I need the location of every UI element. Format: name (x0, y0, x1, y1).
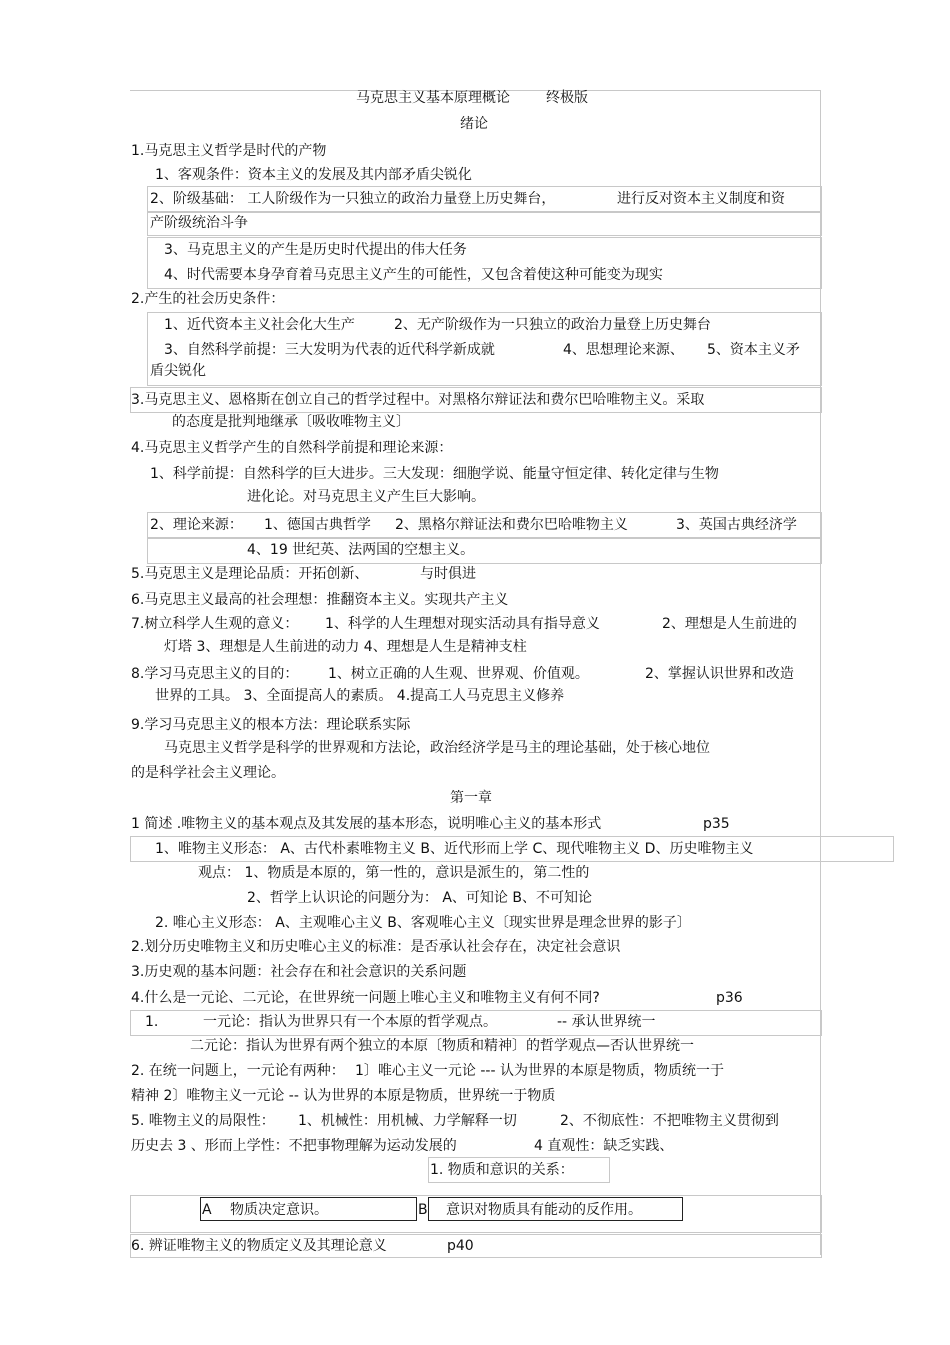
q5-2: 2、不彻底性：不把唯物主义贯彻到 (560, 1113, 779, 1129)
row-box-class-struggle (147, 212, 822, 236)
item-3: 3.马克思主义、恩格斯在创立自己的哲学过程中。对黑格尔辩证法和费尔巴哈唯物主义。采取 (131, 392, 705, 408)
intro-heading: 绪论 (460, 116, 488, 132)
page-title: 马克思主义基本原理概论 (356, 90, 510, 106)
item-4-1-wrap: 进化论。对马克思主义产生巨大影响。 (247, 489, 485, 505)
q1: 1 简述 .唯物主义的基本观点及其发展的基本形态，说明唯心主义的基本形式 (131, 816, 602, 832)
box-b-letter: B (418, 1202, 428, 1218)
item-7: 7.树立科学人生观的意义： (131, 616, 299, 632)
item-7-wrap: 灯塔 3、理想是人生前进的动力 4、理想是人生是精神支柱 (164, 639, 527, 655)
q2: 2.划分历史唯物主义和历史唯心主义的标准：是否承认社会存在，决定社会意识 (131, 939, 621, 955)
chapter-heading: 第一章 (450, 790, 492, 806)
item-7-2: 2、理想是人生前进的 (662, 616, 797, 632)
box-a-letter: A (202, 1202, 212, 1218)
item-2-5: 5、资本主义矛 (707, 342, 800, 358)
item-4-2-a: 1、德国古典哲学 (264, 517, 371, 533)
item-1-2: 2、阶级基础： 工人阶级作为一只独立的政治力量登上历史舞台， (150, 191, 556, 207)
q6-page: p40 (447, 1238, 474, 1254)
q5-4: 4 直观性：缺乏实践、 (534, 1138, 674, 1154)
item-8-wrap: 世界的工具。 3、全面提高人的素质。 4.提高工人马克思主义修养 (155, 688, 565, 704)
box-b-text: 意识对物质具有能动的反作用。 (446, 1202, 642, 1218)
item-5-cont: 与时俱进 (420, 566, 476, 582)
item-9-para: 马克思主义哲学是科学的世界观和方法论，政治经济学是马主的理论基础，处于核心地位 (164, 740, 710, 756)
item-2: 2.产生的社会历史条件： (131, 291, 285, 307)
item-9: 9.学习马克思主义的根本方法：理论联系实际 (131, 717, 411, 733)
q1-epistemology: 2、哲学上认识论的问题分为： A、可知论 B、不可知论 (247, 890, 592, 906)
item-1-2-wrap: 产阶级统治斗争 (150, 215, 248, 231)
q1-page: p35 (703, 816, 730, 832)
item-3-wrap: 的态度是批判地继承〔吸收唯物主义〕 (172, 414, 410, 430)
item-8-2: 2、掌握认识世界和改造 (645, 666, 794, 682)
matter-consciousness: 1. 物质和意识的关系： (430, 1162, 574, 1178)
item-4-2-label: 2、理论来源： (150, 517, 243, 533)
item-6: 6.马克思主义最高的社会理想：推翻资本主义。实现共产主义 (131, 592, 509, 608)
q1-views: 观点： 1、物质是本原的，第一性的，意识是派生的，第二性的 (198, 865, 590, 881)
q4-1-num: 1. (145, 1014, 159, 1030)
q5-1: 1、机械性：用机械、力学解释一切 (298, 1113, 517, 1129)
item-1-3: 3、马克思主义的产生是历史时代提出的伟大任务 (164, 242, 467, 258)
item-7-1: 1、科学的人生理想对现实活动具有指导意义 (325, 616, 600, 632)
item-2-3: 3、自然科学前提：三大发明为代表的近代科学新成就 (164, 342, 495, 358)
q4-2-1: 1〕唯心主义一元论 --- 认为世界的本原是物质，物质统一于 (355, 1063, 724, 1079)
item-9-para-wrap: 的是科学社会主义理论。 (131, 765, 285, 781)
item-8-1: 1、树立正确的人生观、世界观、价值观。 (328, 666, 589, 682)
q4: 4.什么是一元论、二元论，在世界统一问题上唯心主义和唯物主义有何不同? (131, 990, 600, 1006)
item-4-2-b: 2、黑格尔辩证法和费尔巴哈唯物主义 (395, 517, 628, 533)
item-1-1: 1、客观条件：资本主义的发展及其内部矛盾尖锐化 (155, 167, 472, 183)
item-5: 5.马克思主义是理论品质：开拓创新、 (131, 566, 369, 582)
q4-dualism: 二元论：指认为世界有两个独立的本原〔物质和精神〕的哲学观点—否认世界统一 (190, 1038, 694, 1054)
item-2-2: 2、无产阶级作为一只独立的政治力量登上历史舞台 (394, 317, 711, 333)
q1-forms: 1、唯物主义形态： A、古代朴素唯物主义 B、近代形而上学 C、现代唯物主义 D、历史唯物主义 (155, 841, 754, 857)
item-4-2-d: 4、19 世纪英、法两国的空想主义。 (247, 542, 475, 558)
item-1: 1.马克思主义哲学是时代的产物 (131, 143, 327, 159)
q4-1: 一元论：指认为世界只有一个本原的哲学观点。 (203, 1014, 497, 1030)
item-4: 4.马克思主义哲学产生的自然科学前提和理论来源： (131, 440, 453, 456)
q4-2-wrap: 精神 2〕唯物主义一元论 -- 认为世界的本原是物质，世界统一于物质 (131, 1088, 556, 1104)
item-1-4: 4、时代需要本身孕育着马克思主义产生的可能性，又包含着使这种可能变为现实 (164, 267, 663, 283)
q4-2: 2. 在统一问题上，一元论有两种： (131, 1063, 345, 1079)
q1-idealism: 2. 唯心主义形态： A、主观唯心主义 B、客观唯心主义〔现实世界是理念世界的影子〕 (155, 915, 691, 931)
q5-wrap: 历史去 3 、形而上学性：不把事物理解为运动发展的 (131, 1138, 457, 1154)
item-2-4: 4、思想理论来源、 (563, 342, 684, 358)
q4-page: p36 (716, 990, 743, 1006)
box-a-text: 物质决定意识。 (230, 1202, 328, 1218)
item-4-2-c: 3、英国古典经济学 (676, 517, 797, 533)
item-8: 8.学习马克思主义的目的： (131, 666, 299, 682)
item-1-2-cont: 进行反对资本主义制度和资 (617, 191, 785, 207)
q4-1-note: -- 承认世界统一 (557, 1014, 656, 1030)
item-2-5-wrap: 盾尖锐化 (150, 363, 206, 379)
q5: 5. 唯物主义的局限性： (131, 1113, 275, 1129)
q3: 3.历史观的基本问题：社会存在和社会意识的关系问题 (131, 964, 467, 980)
q6: 6. 辨证唯物主义的物质定义及其理论意义 (131, 1238, 387, 1254)
item-4-1: 1、科学前提：自然科学的巨大进步。三大发现：细胞学说、能量守恒定律、转化定律与生物 (150, 466, 719, 482)
item-2-1: 1、近代资本主义社会化大生产 (164, 317, 355, 333)
title-suffix: 终极版 (546, 90, 588, 106)
